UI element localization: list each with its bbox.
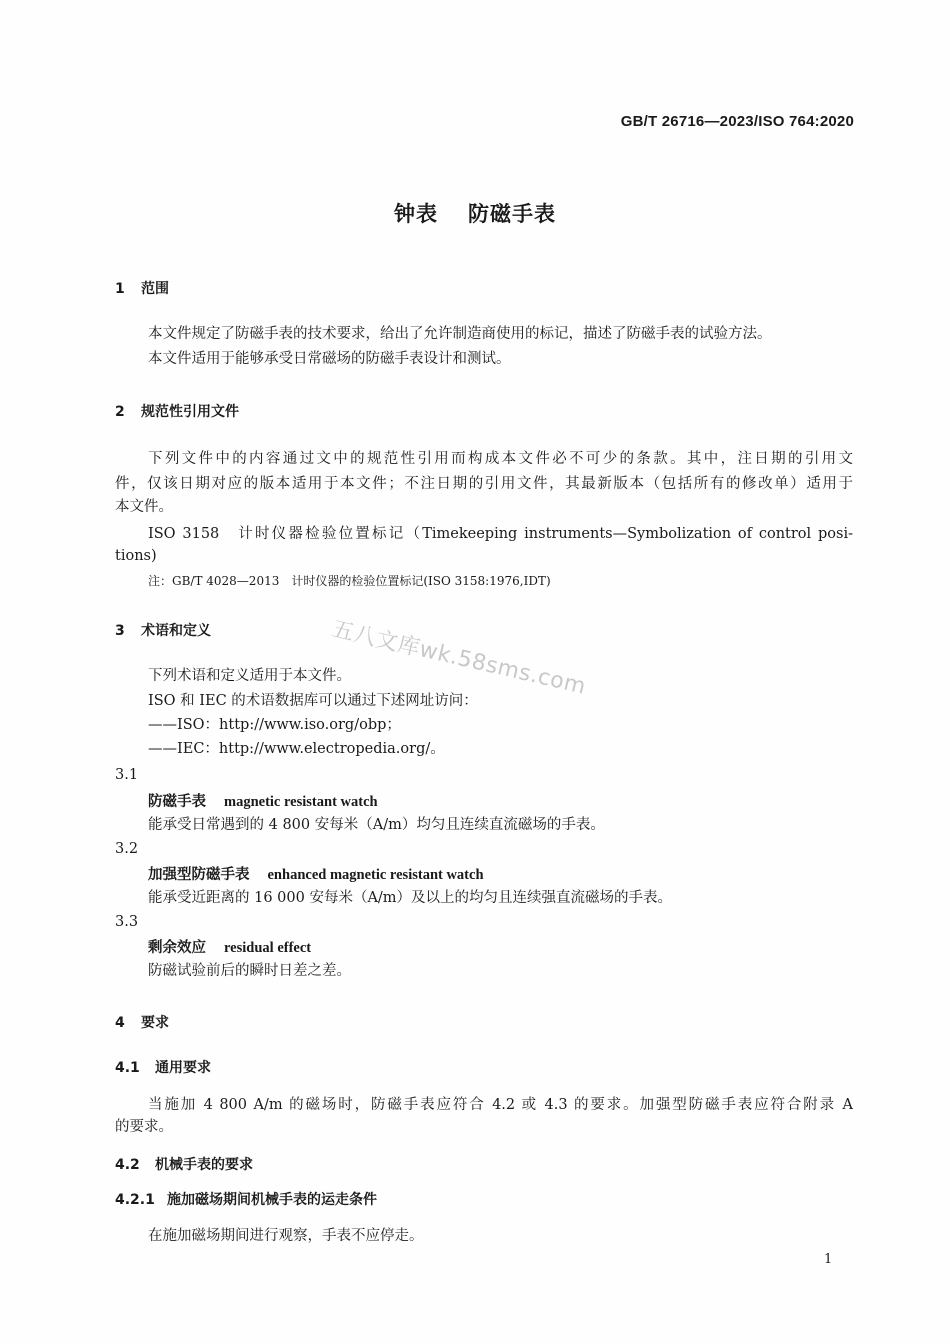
term-number: 3.2 <box>115 841 139 857</box>
paragraph-line: 件，仅该日期对应的版本适用于本文件；不注日期的引用文件，其最新版本（包括所有的修改单）适用于 <box>115 476 853 492</box>
subsection-number: 4.2 <box>115 1157 140 1173</box>
section-1-heading <box>115 278 169 298</box>
term-entry <box>148 863 484 884</box>
url-item: ——ISO：http://www.iso.org/obp； <box>148 717 401 733</box>
subsection-title: 通用要求 <box>155 1060 211 1076</box>
subsection-title: 施加磁场期间机械手表的运走条件 <box>167 1192 377 1208</box>
section-number: 3 <box>115 623 125 639</box>
watermark: 五八文库wk.58sms.com <box>329 616 589 700</box>
subsection-4-1-heading <box>115 1057 211 1077</box>
section-3-heading <box>115 620 211 640</box>
section-title: 规范性引用文件 <box>141 404 239 420</box>
title-part2: 防磁手表 <box>468 202 556 226</box>
paragraph: 在施加磁场期间进行观察，手表不应停走。 <box>148 1228 424 1244</box>
subsection-4-2-1-heading <box>115 1189 377 1209</box>
term-number: 3.1 <box>115 767 139 783</box>
document-title <box>0 198 950 228</box>
paragraph: 本文件规定了防磁手表的技术要求，给出了允许制造商使用的标记，描述了防磁手表的试验方法。 <box>148 326 772 342</box>
paragraph: 本文件适用于能够承受日常磁场的防磁手表设计和测试。 <box>148 351 511 367</box>
term-cn: 加强型防磁手表 <box>148 866 250 883</box>
url-item: ——IEC：http://www.electropedia.org/。 <box>148 741 445 757</box>
term-definition: 防磁试验前后的瞬时日差之差。 <box>148 963 351 979</box>
title-part1: 钟表 <box>394 202 438 226</box>
term-definition: 能承受近距离的 16 000 安每米（A/m）及以上的均匀且连续强直流磁场的手表。 <box>148 890 673 906</box>
subsection-number: 4.2.1 <box>115 1192 155 1208</box>
note: 注：GB/T 4028—2013 计时仪器的检验位置标记(ISO 3158:1976,IDT) <box>148 574 551 588</box>
section-number: 2 <box>115 404 125 420</box>
section-2-heading <box>115 401 239 421</box>
section-title: 范围 <box>141 281 169 297</box>
subsection-title: 机械手表的要求 <box>155 1157 253 1173</box>
term-en: residual effect <box>224 940 312 956</box>
section-title: 术语和定义 <box>141 623 211 639</box>
reference-line: ISO 3158 计时仪器检验位置标记（Timekeeping instruments—Symbolization of control posi- <box>148 526 853 542</box>
section-number: 4 <box>115 1015 125 1031</box>
paragraph-line: 的要求。 <box>115 1119 173 1135</box>
term-number: 3.3 <box>115 914 139 930</box>
standard-number: GB/T 26716—2023/ISO 764:2020 <box>620 113 854 130</box>
page-number: 1 <box>824 1252 833 1267</box>
subsection-number: 4.1 <box>115 1060 140 1076</box>
subsection-4-2-heading <box>115 1154 253 1174</box>
paragraph: 下列术语和定义适用于本文件。 <box>148 668 351 684</box>
term-cn: 防磁手表 <box>148 793 206 810</box>
section-title: 要求 <box>141 1015 169 1031</box>
reference-line: tions) <box>115 548 157 564</box>
paragraph-line: 当施加 4 800 A/m 的磁场时，防磁手表应符合 4.2 或 4.3 的要求。加强型防磁手表应符合附录 A <box>148 1097 853 1113</box>
section-4-heading <box>115 1012 169 1032</box>
term-en: enhanced magnetic resistant watch <box>267 867 484 883</box>
term-entry <box>148 936 311 957</box>
term-entry <box>148 790 378 811</box>
section-number: 1 <box>115 281 125 297</box>
paragraph: ISO 和 IEC 的术语数据库可以通过下述网址访问： <box>148 693 478 709</box>
term-definition: 能承受日常遇到的 4 800 安每米（A/m）均匀且连续直流磁场的手表。 <box>148 817 605 833</box>
paragraph-line: 下列文件中的内容通过文中的规范性引用而构成本文件必不可少的条款。其中，注日期的引用文 <box>148 451 853 467</box>
term-cn: 剩余效应 <box>148 939 206 956</box>
term-en: magnetic resistant watch <box>224 794 378 810</box>
paragraph-line: 本文件。 <box>115 499 173 515</box>
